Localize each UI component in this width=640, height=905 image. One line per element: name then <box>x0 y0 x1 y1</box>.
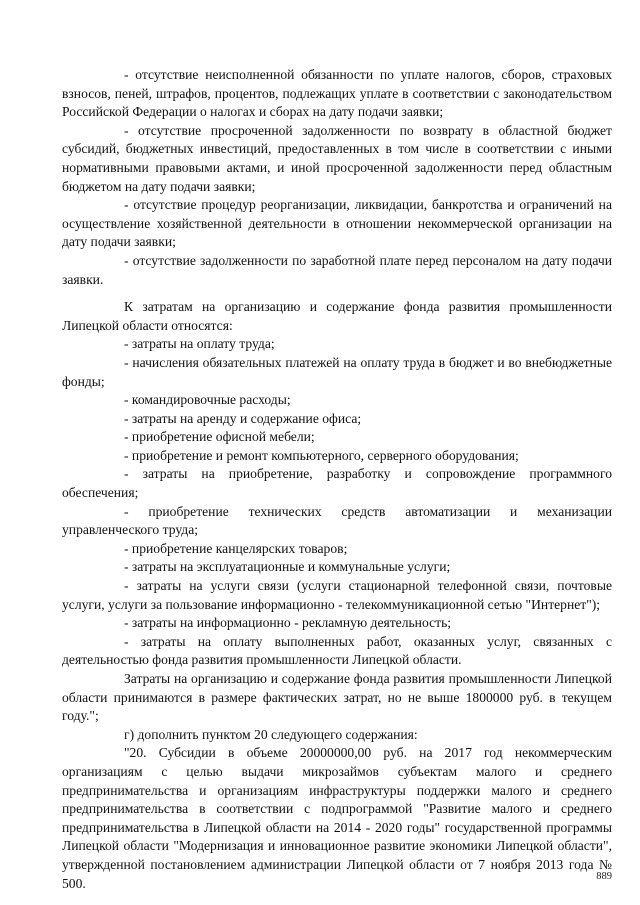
document-body <box>62 66 612 893</box>
list-item-works-services: - затраты на оплату выполненных работ, оказанных услуг, связанных с деятельностью фонда развития промышленности Липецкой области. <box>62 633 612 668</box>
list-item-labor-costs: - затраты на оплату труда; <box>124 336 275 352</box>
paragraph-no-tax-debt: - отсутствие неисполненной обязанности по уплате налогов, сборов, страховых взносов, пеней, штрафов, процентов, подлежащих уплате в соответствии с законодательством Российской Федерации о налогах и сборах на дату подачи заявки; <box>62 67 612 120</box>
paragraph-no-salary-debt: - отсутствие задолженности по заработной плате перед персоналом на дату подачи заявки. <box>62 252 612 287</box>
paragraph-no-reorganization: - отсутствие процедур реорганизации, ликвидации, банкротства и ограничений на осуществление хозяйственной деятельности в отношении некоммерческой организации на дату подачи заявки; <box>62 197 612 250</box>
paragraph-clause-20: "20. Субсидии в объеме 20000000,00 руб. на 2017 год некоммерческим организациям с целью выдачи микрозаймов субъектам малого и среднего предпринимательства и организациям инфраструктуры поддержки малого и среднего предпринимательства в соответствии с подпрограммой "Развитие малого и среднего предпринимательства в Липецкой области на 2014 - 2020 годы" государственной программы Липецкой области "Модернизация и инновационное развитие экономики Липецкой области", утвержденной постановлением администрации Липецкой области от 7 ноября 2013 года № 500. <box>62 745 612 891</box>
list-item-stationery: - приобретение канцелярских товаров; <box>124 540 348 556</box>
list-item-travel-expenses: - командировочные расходы; <box>124 392 291 408</box>
list-item-utilities: - затраты на эксплуатационные и коммунальные услуги; <box>124 559 451 575</box>
list-item-payroll-charges: - начисления обязательных платежей на оплату труда в бюджет и во внебюджетные фонды; <box>62 354 612 389</box>
paragraph-amendment-g: г) дополнить пунктом 20 следующего содержания: <box>124 726 418 742</box>
list-item-software: - затраты на приобретение, разработку и сопровождение программного обеспечения; <box>62 466 612 501</box>
paragraph-cost-limit: Затраты на организацию и содержание фонда развития промышленности Липецкой области принимаются в размере фактических затрат, но не выше 1800000 руб. в текущем году."; <box>62 671 612 724</box>
list-item-office-furniture: - приобретение офисной мебели; <box>124 429 315 445</box>
list-item-office-rent: - затраты на аренду и содержание офиса; <box>124 410 362 426</box>
list-item-computer-equipment: - приобретение и ремонт компьютерного, серверного оборудования; <box>124 447 519 463</box>
page-number: 889 <box>596 871 612 882</box>
list-item-automation: - приобретение технических средств автоматизации и механизации управленческого труда; <box>62 503 612 538</box>
list-item-advertising: - затраты на информационно - рекламную деятельность; <box>124 615 452 631</box>
list-item-communication: - затраты на услуги связи (услуги стационарной телефонной связи, почтовые услуги, услуги за пользование информационно - телекоммуникационной сетью "Интернет"); <box>62 578 612 612</box>
paragraph-no-overdue-debt: - отсутствие просроченной задолженности по возврату в областной бюджет субсидий, бюджетных инвестиций, предоставленных в том числе в соответствии с иными нормативными правовыми актами, и иной просроченной задолженности перед областным бюджетом на дату подачи заявки; <box>62 122 612 194</box>
paragraph-costs-intro: К затратам на организацию и содержание фонда развития промышленности Липецкой области относятся: <box>62 299 612 333</box>
